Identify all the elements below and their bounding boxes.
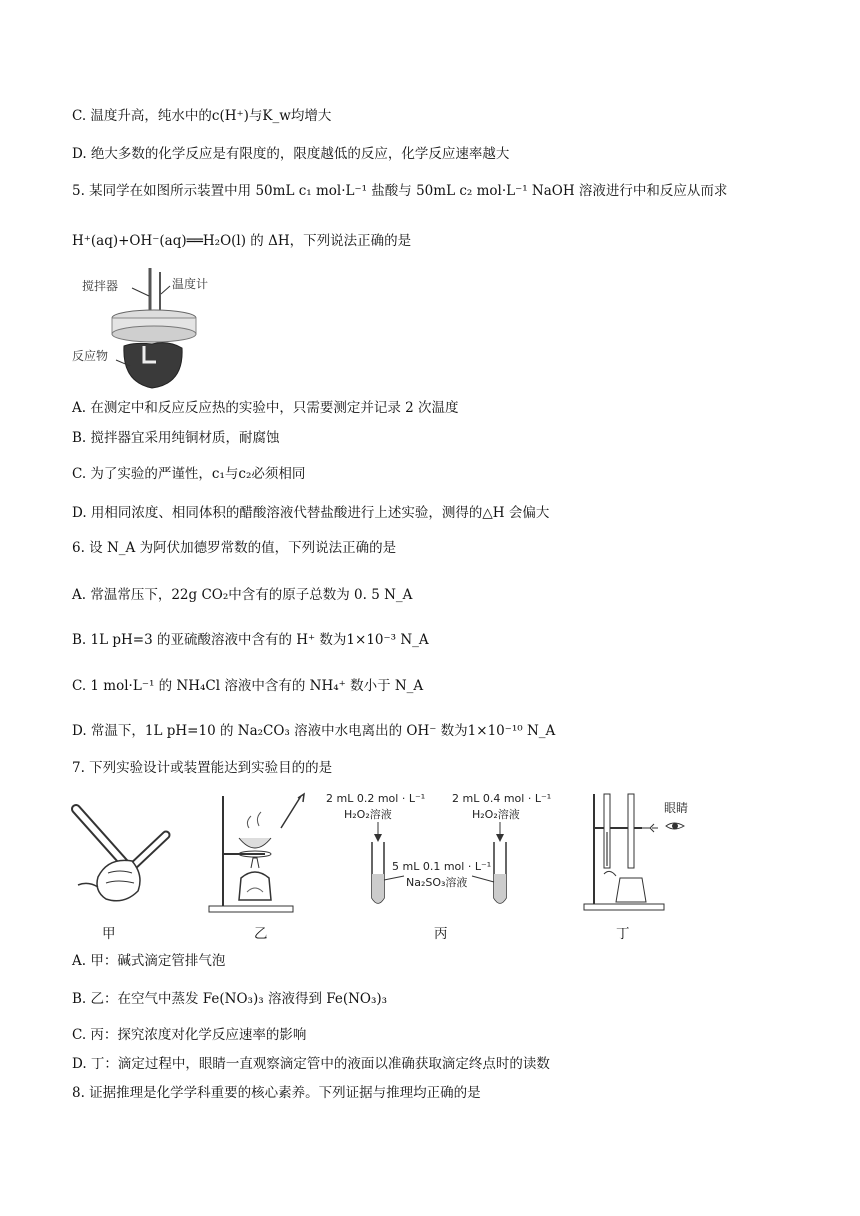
caption-ding: 丁 (616, 926, 630, 942)
q5-option-b: B. 搅拌器宜采用纯铜材质，耐腐蚀 (72, 430, 280, 446)
label-right-h2o2-conc: 2 mL 0.4 mol · L⁻¹ (452, 792, 552, 805)
figure-ding (580, 790, 700, 915)
label-na2so3: Na₂SO₃溶液 (406, 876, 468, 889)
caption-jia: 甲 (102, 926, 116, 942)
q4-option-d: D. 绝大多数的化学反应是有限度的，限度越低的反应，化学反应速率越大 (72, 146, 510, 162)
q5-option-c: C. 为了实验的严谨性，c₁与c₂必须相同 (72, 466, 306, 482)
figure-jia (68, 795, 198, 915)
q7-option-a: A. 甲：碱式滴定管排气泡 (72, 953, 226, 969)
label-left-h2o2: H₂O₂溶液 (344, 808, 392, 821)
q6-option-c: C. 1 mol·L⁻¹ 的 NH₄Cl 溶液中含有的 NH₄⁺ 数小于 N_A (72, 678, 424, 694)
label-reactant: 反应物 (72, 349, 109, 363)
q6-option-d: D. 常温下，1L pH=10 的 Na₂CO₃ 溶液中水电离出的 OH⁻ 数为1×10⁻¹⁰ N_A (72, 723, 556, 739)
q5-stem-line2: H⁺(aq)+OH⁻(aq)══H₂O(l) 的 ΔH，下列说法正确的是 (72, 233, 412, 249)
caption-yi: 乙 (254, 926, 268, 942)
figure-bing (322, 790, 562, 915)
calorimeter-figure (72, 262, 222, 396)
q8-stem: 8. 证据推理是化学学科重要的核心素养。下列证据与推理均正确的是 (72, 1085, 481, 1101)
caption-bing: 丙 (434, 926, 448, 942)
label-left-h2o2-conc: 2 mL 0.2 mol · L⁻¹ (326, 792, 426, 805)
q4-option-c: C. 温度升高，纯水中的c(H⁺)与K_w均增大 (72, 108, 332, 124)
q6-option-b: B. 1L pH=3 的亚硫酸溶液中含有的 H⁺ 数为1×10⁻³ N_A (72, 632, 429, 648)
q7-option-b: B. 乙：在空气中蒸发 Fe(NO₃)₃ 溶液得到 Fe(NO₃)₃ (72, 991, 388, 1007)
figure-yi (205, 788, 315, 918)
q5-option-d: D. 用相同浓度、相同体积的醋酸溶液代替盐酸进行上述实验，测得的△H 会偏大 (72, 505, 550, 521)
q6-stem: 6. 设 N_A 为阿伏加德罗常数的值，下列说法正确的是 (72, 540, 397, 556)
q7-option-c: C. 丙：探究浓度对化学反应速率的影响 (72, 1027, 307, 1043)
label-stirrer: 搅拌器 (82, 279, 119, 293)
label-thermometer: 温度计 (172, 277, 209, 291)
q5-stem-line1: 5. 某同学在如图所示装置中用 50mL c₁ mol·L⁻¹ 盐酸与 50mL c₂ mol·L⁻¹ NaOH 溶液进行中和反应从而求 (72, 183, 728, 199)
q7-stem: 7. 下列实验设计或装置能达到实验目的的是 (72, 760, 333, 776)
q6-option-a: A. 常温常压下，22g CO₂中含有的原子总数为 0. 5 N_A (72, 587, 413, 603)
label-right-h2o2: H₂O₂溶液 (472, 808, 520, 821)
label-eye: 眼睛 (664, 801, 689, 815)
label-na2so3-conc: 5 mL 0.1 mol · L⁻¹ (392, 860, 492, 873)
q5-option-a: A. 在测定中和反应反应热的实验中，只需要测定并记录 2 次温度 (72, 400, 459, 416)
q7-option-d: D. 丁：滴定过程中，眼睛一直观察滴定管中的液面以准确获取滴定终点时的读数 (72, 1056, 550, 1072)
